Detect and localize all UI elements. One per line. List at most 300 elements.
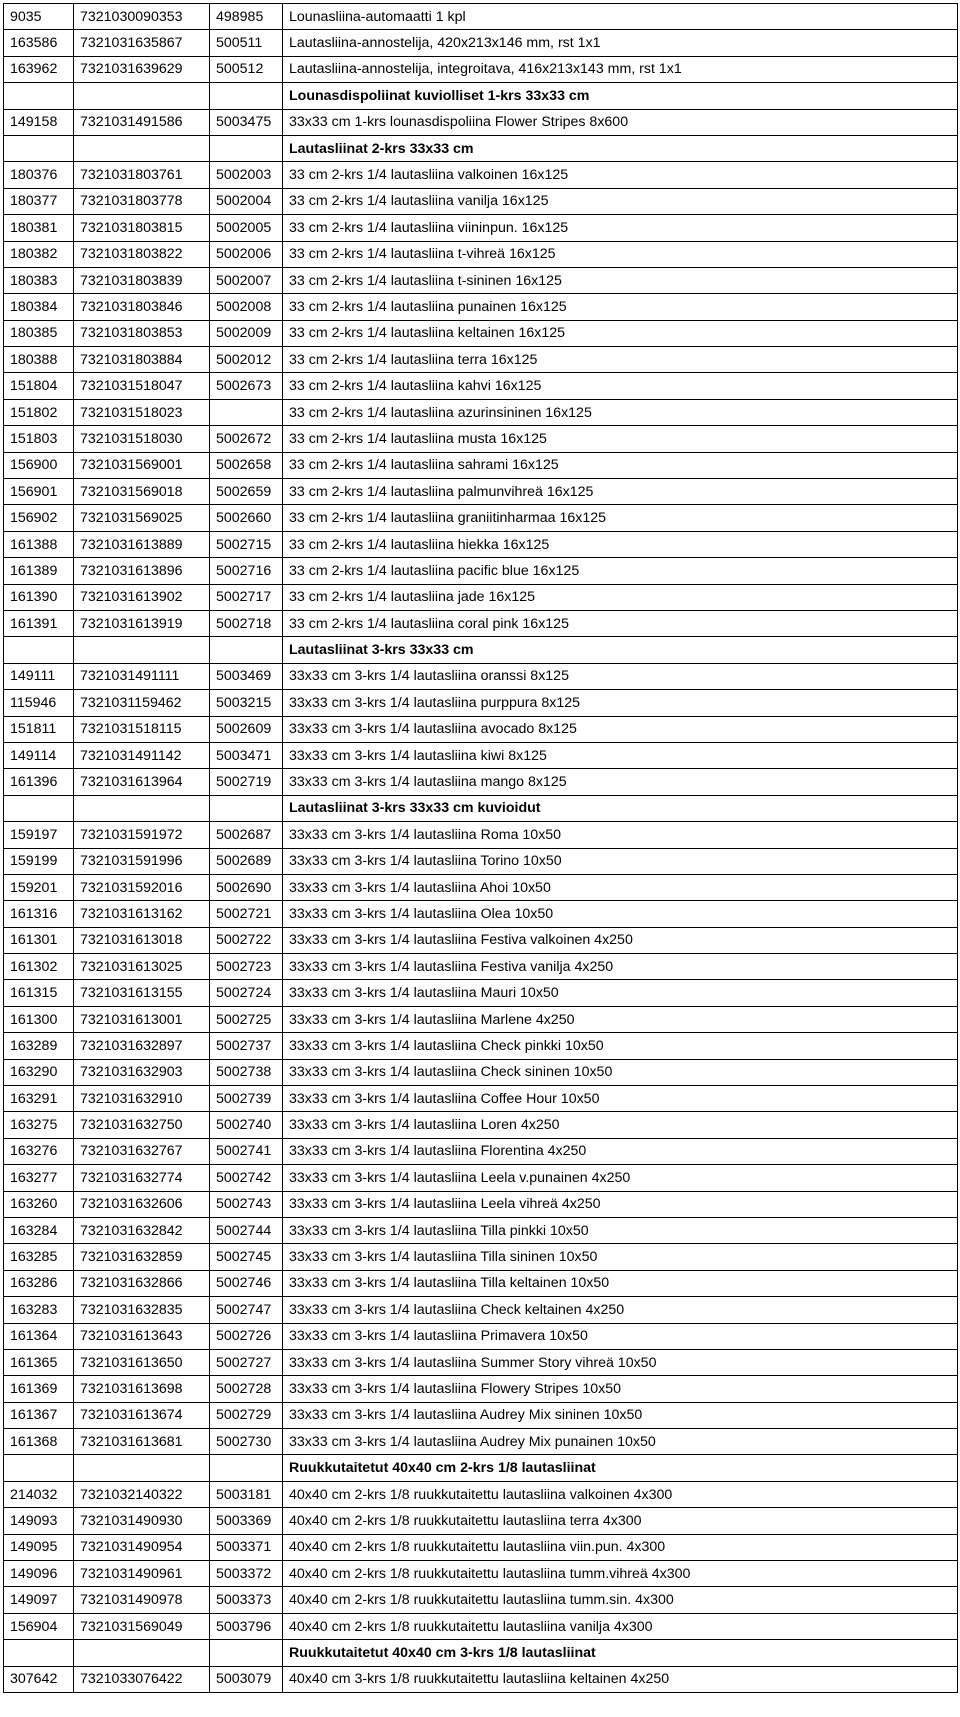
product-number: 149111 bbox=[4, 663, 74, 689]
article-code: 5002658 bbox=[210, 452, 283, 478]
ean-code: 7321031632767 bbox=[74, 1138, 210, 1164]
product-description: 33 cm 2-krs 1/4 lautasliina keltainen 16x125 bbox=[283, 320, 958, 346]
empty-cell bbox=[4, 1640, 74, 1666]
article-code: 5002717 bbox=[210, 584, 283, 610]
ean-code: 7321031632750 bbox=[74, 1112, 210, 1138]
product-number: 163276 bbox=[4, 1138, 74, 1164]
article-code: 500511 bbox=[210, 30, 283, 56]
product-row bbox=[4, 1429, 958, 1455]
ean-code: 7321031613681 bbox=[74, 1429, 210, 1455]
product-row bbox=[4, 1006, 958, 1032]
product-description: 33x33 cm 3-krs 1/4 lautasliina Festiva vanilja 4x250 bbox=[283, 954, 958, 980]
product-row bbox=[4, 1587, 958, 1613]
ean-code: 7321031632842 bbox=[74, 1217, 210, 1243]
product-description: 33 cm 2-krs 1/4 lautasliina hiekka 16x125 bbox=[283, 531, 958, 557]
product-row bbox=[4, 1508, 958, 1534]
product-row bbox=[4, 1086, 958, 1112]
article-code: 5002609 bbox=[210, 716, 283, 742]
product-description: 33 cm 2-krs 1/4 lautasliina punainen 16x125 bbox=[283, 294, 958, 320]
article-code: 5002721 bbox=[210, 901, 283, 927]
article-code: 5002740 bbox=[210, 1112, 283, 1138]
empty-cell bbox=[210, 795, 283, 821]
product-number: 161300 bbox=[4, 1006, 74, 1032]
article-code: 5002728 bbox=[210, 1376, 283, 1402]
ean-code: 7321031803815 bbox=[74, 215, 210, 241]
product-description: 33 cm 2-krs 1/4 lautasliina sahrami 16x125 bbox=[283, 452, 958, 478]
product-description: 33x33 cm 1-krs lounasdispoliina Flower Stripes 8x600 bbox=[283, 109, 958, 135]
article-code: 5002009 bbox=[210, 320, 283, 346]
product-row bbox=[4, 610, 958, 636]
product-description: 33x33 cm 3-krs 1/4 lautasliina Roma 10x50 bbox=[283, 822, 958, 848]
product-row bbox=[4, 690, 958, 716]
product-number: 161396 bbox=[4, 769, 74, 795]
product-description: 33 cm 2-krs 1/4 lautasliina jade 16x125 bbox=[283, 584, 958, 610]
product-row bbox=[4, 267, 958, 293]
section-title: Ruukkutaitetut 40x40 cm 2-krs 1/8 lautasliinat bbox=[283, 1455, 958, 1481]
article-code: 5003469 bbox=[210, 663, 283, 689]
product-description: Lounasliina-automaatti 1 kpl bbox=[283, 4, 958, 30]
product-description: 40x40 cm 2-krs 1/8 ruukkutaitettu lautasliina valkoinen 4x300 bbox=[283, 1481, 958, 1507]
ean-code: 7321031635867 bbox=[74, 30, 210, 56]
product-description: 33x33 cm 3-krs 1/4 lautasliina Tilla sininen 10x50 bbox=[283, 1244, 958, 1270]
product-row bbox=[4, 954, 958, 980]
product-row bbox=[4, 901, 958, 927]
empty-cell bbox=[74, 637, 210, 663]
product-row bbox=[4, 373, 958, 399]
article-code: 5002727 bbox=[210, 1349, 283, 1375]
article-code: 5002739 bbox=[210, 1086, 283, 1112]
ean-code: 7321031613162 bbox=[74, 901, 210, 927]
empty-cell bbox=[210, 1640, 283, 1666]
product-number: 163284 bbox=[4, 1217, 74, 1243]
product-table-body bbox=[4, 4, 958, 1693]
product-row bbox=[4, 1112, 958, 1138]
product-description: 33x33 cm 3-krs 1/4 lautasliina Audrey Mix punainen 10x50 bbox=[283, 1429, 958, 1455]
ean-code: 7321031632859 bbox=[74, 1244, 210, 1270]
article-code: 5003373 bbox=[210, 1587, 283, 1613]
product-number: 159201 bbox=[4, 874, 74, 900]
article-code: 5002687 bbox=[210, 822, 283, 848]
article-code: 5002006 bbox=[210, 241, 283, 267]
ean-code: 7321031613902 bbox=[74, 584, 210, 610]
ean-code: 7321031490954 bbox=[74, 1534, 210, 1560]
ean-code: 7321031591996 bbox=[74, 848, 210, 874]
product-number: 149114 bbox=[4, 742, 74, 768]
article-code: 5002723 bbox=[210, 954, 283, 980]
product-row bbox=[4, 109, 958, 135]
product-number: 214032 bbox=[4, 1481, 74, 1507]
article-code: 5002730 bbox=[210, 1429, 283, 1455]
article-code: 5003079 bbox=[210, 1666, 283, 1692]
product-number: 149096 bbox=[4, 1561, 74, 1587]
product-number: 163962 bbox=[4, 56, 74, 82]
ean-code: 7321031803839 bbox=[74, 267, 210, 293]
product-number: 151804 bbox=[4, 373, 74, 399]
product-row bbox=[4, 1481, 958, 1507]
product-row bbox=[4, 1217, 958, 1243]
product-description: 33x33 cm 3-krs 1/4 lautasliina Leela vihreä 4x250 bbox=[283, 1191, 958, 1217]
empty-cell bbox=[74, 1640, 210, 1666]
product-row bbox=[4, 241, 958, 267]
article-code: 5002003 bbox=[210, 162, 283, 188]
product-description: 33x33 cm 3-krs 1/4 lautasliina oranssi 8x125 bbox=[283, 663, 958, 689]
product-row bbox=[4, 1402, 958, 1428]
article-code: 5003796 bbox=[210, 1613, 283, 1639]
product-description: 33x33 cm 3-krs 1/4 lautasliina Olea 10x50 bbox=[283, 901, 958, 927]
product-description: 33 cm 2-krs 1/4 lautasliina t-vihreä 16x125 bbox=[283, 241, 958, 267]
product-number: 156900 bbox=[4, 452, 74, 478]
product-number: 180377 bbox=[4, 188, 74, 214]
product-row bbox=[4, 505, 958, 531]
empty-cell bbox=[4, 637, 74, 663]
product-row bbox=[4, 769, 958, 795]
product-number: 161367 bbox=[4, 1402, 74, 1428]
product-number: 163290 bbox=[4, 1059, 74, 1085]
product-description: 33 cm 2-krs 1/4 lautasliina terra 16x125 bbox=[283, 347, 958, 373]
empty-cell bbox=[74, 1455, 210, 1481]
product-row bbox=[4, 848, 958, 874]
section-title: Lautasliinat 3-krs 33x33 cm bbox=[283, 637, 958, 663]
product-description: 33x33 cm 3-krs 1/4 lautasliina Audrey Mix sininen 10x50 bbox=[283, 1402, 958, 1428]
section-header-row bbox=[4, 1455, 958, 1481]
product-description: Lautasliina-annostelija, 420x213x146 mm, rst 1x1 bbox=[283, 30, 958, 56]
product-row bbox=[4, 320, 958, 346]
article-code: 5002689 bbox=[210, 848, 283, 874]
product-number: 149097 bbox=[4, 1587, 74, 1613]
section-title: Lautasliinat 3-krs 33x33 cm kuvioidut bbox=[283, 795, 958, 821]
empty-cell bbox=[4, 135, 74, 161]
product-description: 33 cm 2-krs 1/4 lautasliina kahvi 16x125 bbox=[283, 373, 958, 399]
product-row bbox=[4, 188, 958, 214]
ean-code: 7321031613025 bbox=[74, 954, 210, 980]
empty-cell bbox=[74, 83, 210, 109]
product-row bbox=[4, 742, 958, 768]
product-row bbox=[4, 1244, 958, 1270]
ean-code: 7321031592016 bbox=[74, 874, 210, 900]
product-description: 33x33 cm 3-krs 1/4 lautasliina kiwi 8x125 bbox=[283, 742, 958, 768]
product-number: 161369 bbox=[4, 1376, 74, 1402]
section-header-row bbox=[4, 795, 958, 821]
product-description: 33x33 cm 3-krs 1/4 lautasliina Loren 4x250 bbox=[283, 1112, 958, 1138]
product-number: 163286 bbox=[4, 1270, 74, 1296]
article-code: 5002726 bbox=[210, 1323, 283, 1349]
ean-code: 7321031803822 bbox=[74, 241, 210, 267]
product-description: 40x40 cm 2-krs 1/8 ruukkutaitettu lautasliina viin.pun. 4x300 bbox=[283, 1534, 958, 1560]
section-title: Lounasdispoliinat kuviolliset 1-krs 33x33 cm bbox=[283, 83, 958, 109]
article-code: 5002737 bbox=[210, 1033, 283, 1059]
ean-code: 7321031613919 bbox=[74, 610, 210, 636]
article-code: 5002747 bbox=[210, 1297, 283, 1323]
article-code: 5002008 bbox=[210, 294, 283, 320]
empty-cell bbox=[210, 83, 283, 109]
article-code: 5002012 bbox=[210, 347, 283, 373]
ean-code: 7321031569049 bbox=[74, 1613, 210, 1639]
product-row bbox=[4, 716, 958, 742]
article-code: 5002718 bbox=[210, 610, 283, 636]
ean-code: 7321031518030 bbox=[74, 426, 210, 452]
ean-code: 7321031491111 bbox=[74, 663, 210, 689]
ean-code: 7321031803853 bbox=[74, 320, 210, 346]
product-description: 33 cm 2-krs 1/4 lautasliina viininpun. 16x125 bbox=[283, 215, 958, 241]
ean-code: 7321031632897 bbox=[74, 1033, 210, 1059]
ean-code: 7321031639629 bbox=[74, 56, 210, 82]
ean-code: 7321031632774 bbox=[74, 1165, 210, 1191]
product-row bbox=[4, 874, 958, 900]
product-row bbox=[4, 1033, 958, 1059]
article-code: 5002690 bbox=[210, 874, 283, 900]
article-code: 5003372 bbox=[210, 1561, 283, 1587]
product-row bbox=[4, 1534, 958, 1560]
ean-code: 7321031613155 bbox=[74, 980, 210, 1006]
ean-code: 7321031490961 bbox=[74, 1561, 210, 1587]
ean-code: 7321031613698 bbox=[74, 1376, 210, 1402]
product-number: 9035 bbox=[4, 4, 74, 30]
product-description: 33x33 cm 3-krs 1/4 lautasliina Tilla pinkki 10x50 bbox=[283, 1217, 958, 1243]
product-number: 159197 bbox=[4, 822, 74, 848]
article-code: 5002743 bbox=[210, 1191, 283, 1217]
product-number: 149158 bbox=[4, 109, 74, 135]
ean-code: 7321031518115 bbox=[74, 716, 210, 742]
article-code: 5002716 bbox=[210, 558, 283, 584]
article-code: 5003371 bbox=[210, 1534, 283, 1560]
product-number: 163260 bbox=[4, 1191, 74, 1217]
product-row bbox=[4, 1270, 958, 1296]
product-description: 40x40 cm 2-krs 1/8 ruukkutaitettu lautasliina tumm.sin. 4x300 bbox=[283, 1587, 958, 1613]
product-description: 33x33 cm 3-krs 1/4 lautasliina Ahoi 10x50 bbox=[283, 874, 958, 900]
section-title: Lautasliinat 2-krs 33x33 cm bbox=[283, 135, 958, 161]
ean-code: 7321031613964 bbox=[74, 769, 210, 795]
article-code: 5002715 bbox=[210, 531, 283, 557]
product-row bbox=[4, 1165, 958, 1191]
ean-code: 7321031159462 bbox=[74, 690, 210, 716]
product-row bbox=[4, 294, 958, 320]
product-row bbox=[4, 558, 958, 584]
product-number: 159199 bbox=[4, 848, 74, 874]
product-description: 33 cm 2-krs 1/4 lautasliina t-sininen 16x125 bbox=[283, 267, 958, 293]
empty-cell bbox=[74, 795, 210, 821]
article-code: 5002724 bbox=[210, 980, 283, 1006]
product-number: 161389 bbox=[4, 558, 74, 584]
product-number: 163291 bbox=[4, 1086, 74, 1112]
product-row bbox=[4, 1138, 958, 1164]
product-row bbox=[4, 1561, 958, 1587]
ean-code: 7321031490930 bbox=[74, 1508, 210, 1534]
product-number: 180388 bbox=[4, 347, 74, 373]
product-description: 33 cm 2-krs 1/4 lautasliina valkoinen 16x125 bbox=[283, 162, 958, 188]
ean-code: 7321031591972 bbox=[74, 822, 210, 848]
product-description: 33 cm 2-krs 1/4 lautasliina azurinsininen 16x125 bbox=[283, 399, 958, 425]
product-row bbox=[4, 663, 958, 689]
product-number: 161388 bbox=[4, 531, 74, 557]
ean-code: 7321031518047 bbox=[74, 373, 210, 399]
section-title: Ruukkutaitetut 40x40 cm 3-krs 1/8 lautasliinat bbox=[283, 1640, 958, 1666]
ean-code: 7321031491142 bbox=[74, 742, 210, 768]
article-code: 5002004 bbox=[210, 188, 283, 214]
product-number: 307642 bbox=[4, 1666, 74, 1692]
product-number: 151811 bbox=[4, 716, 74, 742]
product-description: 33 cm 2-krs 1/4 lautasliina pacific blue 16x125 bbox=[283, 558, 958, 584]
product-row bbox=[4, 1059, 958, 1085]
product-description: 33x33 cm 3-krs 1/4 lautasliina Primavera 10x50 bbox=[283, 1323, 958, 1349]
product-description: 33x33 cm 3-krs 1/4 lautasliina Florentina 4x250 bbox=[283, 1138, 958, 1164]
ean-code: 7321031518023 bbox=[74, 399, 210, 425]
product-number: 161316 bbox=[4, 901, 74, 927]
product-number: 163277 bbox=[4, 1165, 74, 1191]
product-description: 33x33 cm 3-krs 1/4 lautasliina Marlene 4x250 bbox=[283, 1006, 958, 1032]
product-description: 33 cm 2-krs 1/4 lautasliina musta 16x125 bbox=[283, 426, 958, 452]
article-code: 5002659 bbox=[210, 479, 283, 505]
product-description: 40x40 cm 2-krs 1/8 ruukkutaitettu lautasliina terra 4x300 bbox=[283, 1508, 958, 1534]
article-code: 5002744 bbox=[210, 1217, 283, 1243]
product-row bbox=[4, 584, 958, 610]
product-description: 33x33 cm 3-krs 1/4 lautasliina Flowery Stripes 10x50 bbox=[283, 1376, 958, 1402]
ean-code: 7321031803778 bbox=[74, 188, 210, 214]
product-description: 33x33 cm 3-krs 1/4 lautasliina mango 8x125 bbox=[283, 769, 958, 795]
empty-cell bbox=[4, 1455, 74, 1481]
empty-cell bbox=[210, 135, 283, 161]
product-description: 33x33 cm 3-krs 1/4 lautasliina purppura 8x125 bbox=[283, 690, 958, 716]
ean-code: 7321031569001 bbox=[74, 452, 210, 478]
article-code: 5002741 bbox=[210, 1138, 283, 1164]
product-row bbox=[4, 531, 958, 557]
empty-cell bbox=[210, 637, 283, 663]
product-row bbox=[4, 1191, 958, 1217]
product-row bbox=[4, 426, 958, 452]
article-code: 5002729 bbox=[210, 1402, 283, 1428]
product-row bbox=[4, 1376, 958, 1402]
product-number: 149095 bbox=[4, 1534, 74, 1560]
product-description: Lautasliina-annostelija, integroitava, 416x213x143 mm, rst 1x1 bbox=[283, 56, 958, 82]
product-description: 33x33 cm 3-krs 1/4 lautasliina Check keltainen 4x250 bbox=[283, 1297, 958, 1323]
article-code: 5002007 bbox=[210, 267, 283, 293]
product-description: 33x33 cm 3-krs 1/4 lautasliina Festiva valkoinen 4x250 bbox=[283, 927, 958, 953]
article-code: 500512 bbox=[210, 56, 283, 82]
ean-code: 7321031569018 bbox=[74, 479, 210, 505]
product-description: 33x33 cm 3-krs 1/4 lautasliina Leela v.punainen 4x250 bbox=[283, 1165, 958, 1191]
product-row bbox=[4, 1613, 958, 1639]
ean-code: 7321031613001 bbox=[74, 1006, 210, 1032]
product-number: 163289 bbox=[4, 1033, 74, 1059]
article-code: 5002660 bbox=[210, 505, 283, 531]
product-description: 33x33 cm 3-krs 1/4 lautasliina Tilla keltainen 10x50 bbox=[283, 1270, 958, 1296]
product-number: 161315 bbox=[4, 980, 74, 1006]
product-description: 33 cm 2-krs 1/4 lautasliina vanilja 16x125 bbox=[283, 188, 958, 214]
article-code: 5003215 bbox=[210, 690, 283, 716]
product-number: 163283 bbox=[4, 1297, 74, 1323]
empty-cell bbox=[74, 135, 210, 161]
ean-code: 7321031490978 bbox=[74, 1587, 210, 1613]
product-price-table bbox=[3, 3, 958, 1693]
article-code: 5003475 bbox=[210, 109, 283, 135]
product-number: 149093 bbox=[4, 1508, 74, 1534]
empty-cell bbox=[4, 83, 74, 109]
ean-code: 7321031803761 bbox=[74, 162, 210, 188]
article-code: 5002725 bbox=[210, 1006, 283, 1032]
product-row bbox=[4, 162, 958, 188]
product-number: 180384 bbox=[4, 294, 74, 320]
product-row bbox=[4, 980, 958, 1006]
product-row bbox=[4, 30, 958, 56]
empty-cell bbox=[210, 1455, 283, 1481]
product-number: 180382 bbox=[4, 241, 74, 267]
product-number: 163586 bbox=[4, 30, 74, 56]
article-code: 5002738 bbox=[210, 1059, 283, 1085]
product-description: 33x33 cm 3-krs 1/4 lautasliina Check pinkki 10x50 bbox=[283, 1033, 958, 1059]
product-row bbox=[4, 1666, 958, 1692]
product-number: 163285 bbox=[4, 1244, 74, 1270]
ean-code: 7321031613018 bbox=[74, 927, 210, 953]
ean-code: 7321031613896 bbox=[74, 558, 210, 584]
product-description: 33x33 cm 3-krs 1/4 lautasliina Torino 10x50 bbox=[283, 848, 958, 874]
article-code: 5002673 bbox=[210, 373, 283, 399]
product-number: 161368 bbox=[4, 1429, 74, 1455]
article-code: 5002746 bbox=[210, 1270, 283, 1296]
product-row bbox=[4, 479, 958, 505]
product-number: 180385 bbox=[4, 320, 74, 346]
section-header-row bbox=[4, 637, 958, 663]
product-row bbox=[4, 1297, 958, 1323]
ean-code: 7321031632903 bbox=[74, 1059, 210, 1085]
product-description: 33x33 cm 3-krs 1/4 lautasliina Check sininen 10x50 bbox=[283, 1059, 958, 1085]
product-number: 180376 bbox=[4, 162, 74, 188]
ean-code: 7321031613650 bbox=[74, 1349, 210, 1375]
product-row bbox=[4, 399, 958, 425]
ean-code: 7321031803846 bbox=[74, 294, 210, 320]
product-row bbox=[4, 347, 958, 373]
product-number: 180383 bbox=[4, 267, 74, 293]
ean-code: 7321031632606 bbox=[74, 1191, 210, 1217]
article-code: 5002742 bbox=[210, 1165, 283, 1191]
product-row bbox=[4, 4, 958, 30]
product-row bbox=[4, 927, 958, 953]
article-code: 5003369 bbox=[210, 1508, 283, 1534]
article-code: 5002722 bbox=[210, 927, 283, 953]
article-code: 5002745 bbox=[210, 1244, 283, 1270]
product-row bbox=[4, 1349, 958, 1375]
ean-code: 7321033076422 bbox=[74, 1666, 210, 1692]
product-description: 33x33 cm 3-krs 1/4 lautasliina Mauri 10x50 bbox=[283, 980, 958, 1006]
article-code: 5003471 bbox=[210, 742, 283, 768]
product-number: 156902 bbox=[4, 505, 74, 531]
article-code bbox=[210, 399, 283, 425]
product-description: 40x40 cm 2-krs 1/8 ruukkutaitettu lautasliina vanilja 4x300 bbox=[283, 1613, 958, 1639]
product-row bbox=[4, 215, 958, 241]
product-number: 151803 bbox=[4, 426, 74, 452]
ean-code: 7321031613674 bbox=[74, 1402, 210, 1428]
ean-code: 7321031569025 bbox=[74, 505, 210, 531]
product-number: 161365 bbox=[4, 1349, 74, 1375]
article-code: 5002719 bbox=[210, 769, 283, 795]
article-code: 498985 bbox=[210, 4, 283, 30]
product-number: 161301 bbox=[4, 927, 74, 953]
section-header-row bbox=[4, 1640, 958, 1666]
product-number: 161302 bbox=[4, 954, 74, 980]
ean-code: 7321031632866 bbox=[74, 1270, 210, 1296]
section-header-row bbox=[4, 135, 958, 161]
product-description: 33x33 cm 3-krs 1/4 lautasliina Coffee Hour 10x50 bbox=[283, 1086, 958, 1112]
product-number: 180381 bbox=[4, 215, 74, 241]
empty-cell bbox=[4, 795, 74, 821]
ean-code: 7321032140322 bbox=[74, 1481, 210, 1507]
article-code: 5002005 bbox=[210, 215, 283, 241]
product-description: 40x40 cm 2-krs 1/8 ruukkutaitettu lautasliina tumm.vihreä 4x300 bbox=[283, 1561, 958, 1587]
article-code: 5003181 bbox=[210, 1481, 283, 1507]
product-description: 33 cm 2-krs 1/4 lautasliina graniitinharmaa 16x125 bbox=[283, 505, 958, 531]
product-row bbox=[4, 822, 958, 848]
product-number: 161390 bbox=[4, 584, 74, 610]
article-code: 5002672 bbox=[210, 426, 283, 452]
product-number: 115946 bbox=[4, 690, 74, 716]
